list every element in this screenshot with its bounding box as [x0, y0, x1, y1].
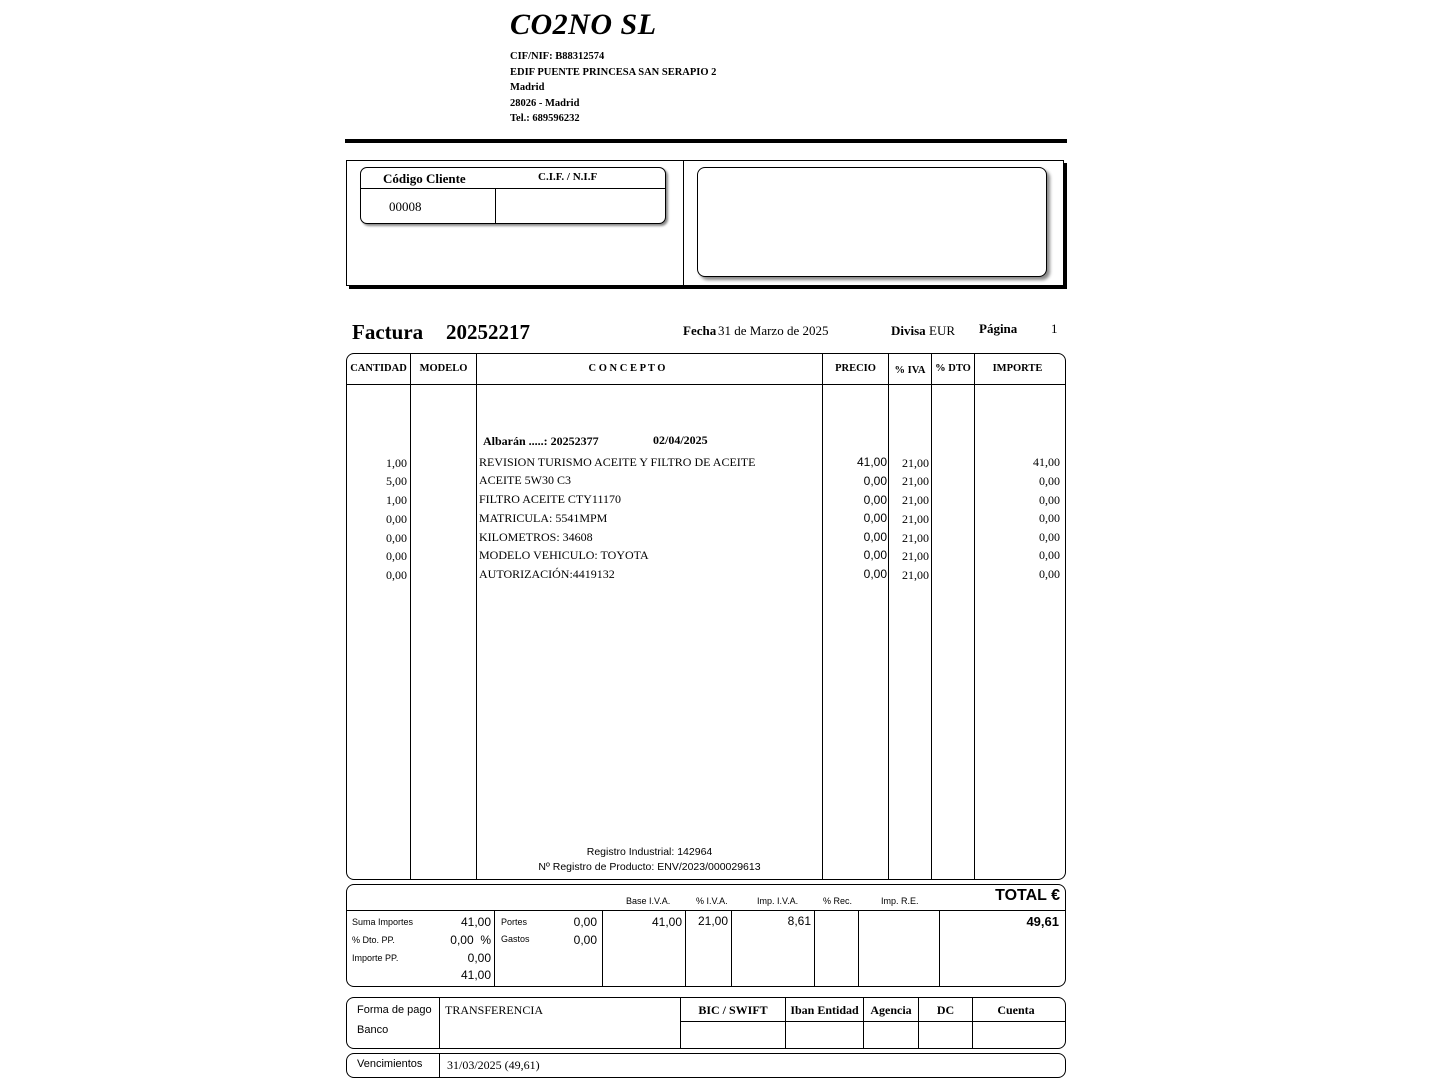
row-iva: 21,00 — [902, 549, 929, 563]
pct-rec-label: % Rec. — [823, 896, 853, 906]
client-code-value: 00008 — [389, 199, 422, 214]
iban-label: Iban Entidad — [790, 1003, 859, 1017]
row-cantidad: 0,00 — [386, 568, 407, 582]
row-iva: 21,00 — [902, 568, 929, 582]
currency-label: Divisa — [891, 323, 926, 338]
col-divider — [410, 354, 411, 879]
client-panel-divider — [683, 160, 684, 286]
forma-pago-label: Forma de pago — [357, 1004, 432, 1016]
row-importe: 0,00 — [1039, 548, 1060, 562]
registro-industrial: Registro Industrial: 142964 — [586, 846, 713, 858]
row-cantidad: 1,00 — [386, 456, 407, 470]
pct-iva-label: % I.V.A. — [696, 896, 728, 906]
col-divider — [974, 354, 975, 879]
banco-label: Banco — [357, 1024, 389, 1036]
subtotal-value: 41,00 — [460, 968, 491, 982]
row-precio: 41,00 — [856, 455, 887, 469]
imp-iva-value: 8,61 — [787, 914, 811, 928]
invoice-number: 20252217 — [446, 320, 530, 344]
row-iva: 21,00 — [902, 456, 929, 470]
dto-label: % Dto. PP. — [352, 935, 395, 945]
agencia-label: Agencia — [870, 1003, 912, 1017]
date-value: 31 de Marzo de 2025 — [718, 323, 829, 338]
row-importe: 0,00 — [1039, 511, 1060, 525]
company-postal: 28026 - Madrid — [510, 98, 580, 109]
row-iva: 21,00 — [902, 531, 929, 545]
row-cantidad: 0,00 — [386, 531, 407, 545]
client-address-box — [697, 167, 1047, 277]
header-cantidad: CANTIDAD — [350, 363, 407, 374]
suma-label: Suma Importes — [352, 917, 414, 927]
totals-header-rule — [347, 910, 1065, 911]
row-precio: 0,00 — [863, 567, 887, 581]
row-cantidad: 1,00 — [386, 493, 407, 507]
col-divider — [822, 354, 823, 879]
header-iva: % IVA — [894, 365, 926, 376]
header-divider — [345, 139, 1067, 143]
albaran-label: Albarán .....: 20252377 — [483, 434, 599, 448]
client-code-label: Código Cliente — [383, 171, 466, 186]
payment-divider — [439, 998, 440, 1048]
currency-value: EUR — [929, 323, 955, 338]
vencimientos-label: Vencimientos — [357, 1058, 423, 1070]
row-iva: 21,00 — [902, 493, 929, 507]
payment-rule — [681, 1021, 1065, 1022]
base-iva-label: Base I.V.A. — [626, 896, 671, 906]
date-label: Fecha — [683, 323, 717, 338]
client-code-rule — [361, 188, 665, 189]
company-city: Madrid — [510, 82, 545, 93]
albaran-date: 02/04/2025 — [653, 433, 708, 447]
company-address: EDIF PUENTE PRINCESA SAN SERAPIO 2 — [510, 67, 717, 78]
row-precio: 0,00 — [863, 548, 887, 562]
dc-label: DC — [936, 1003, 955, 1017]
row-importe: 41,00 — [1033, 455, 1060, 469]
row-precio: 0,00 — [863, 493, 887, 507]
company-name: CO2NO SL — [510, 8, 657, 41]
header-precio: PRECIO — [835, 363, 876, 374]
suma-value: 41,00 — [460, 915, 491, 929]
col-divider — [931, 354, 932, 879]
gastos-value: 0,00 — [573, 933, 597, 947]
row-importe: 0,00 — [1039, 530, 1060, 544]
col-divider — [476, 354, 477, 879]
totals-col-divider — [939, 911, 940, 986]
dto-value: 0,00 % — [450, 933, 491, 947]
totals-col-divider — [602, 911, 603, 986]
totals-col-divider — [814, 911, 815, 986]
company-phone: Tel.: 689596232 — [510, 113, 580, 124]
row-concepto: KILOMETROS: 34608 — [479, 530, 593, 544]
header-dto: % DTO — [935, 363, 971, 374]
gastos-label: Gastos — [501, 934, 530, 944]
imp-re-label: Imp. R.E. — [881, 896, 919, 906]
row-concepto: ACEITE 5W30 C3 — [479, 473, 571, 487]
imp-iva-label: Imp. I.V.A. — [757, 896, 799, 906]
base-iva-value: 41,00 — [651, 915, 682, 929]
row-concepto: FILTRO ACEITE CTY11170 — [479, 492, 622, 506]
totals-col-divider — [858, 911, 859, 986]
pct-iva-value: 21,00 — [697, 914, 728, 928]
row-cantidad: 5,00 — [386, 474, 407, 488]
client-cif-label: C.I.F. / N.I.F — [538, 171, 598, 183]
client-code-separator — [495, 189, 496, 224]
row-cantidad: 0,00 — [386, 549, 407, 563]
forma-pago-value: TRANSFERENCIA — [445, 1003, 544, 1017]
registro-producto: Nº Registro de Producto: ENV/2023/000029613 — [538, 861, 761, 873]
row-importe: 0,00 — [1039, 474, 1060, 488]
importe-pp-value: 0,00 — [467, 951, 491, 965]
row-precio: 0,00 — [863, 530, 887, 544]
col-divider — [888, 354, 889, 879]
header-concepto: C O N C E P T O — [588, 363, 666, 374]
row-concepto: AUTORIZACIÓN:4419132 — [479, 567, 615, 581]
row-precio: 0,00 — [863, 474, 887, 488]
company-cif: CIF/NIF: B88312574 — [510, 51, 605, 62]
vencimientos-value: 31/03/2025 (49,61) — [447, 1058, 540, 1072]
importe-pp-label: Importe PP. — [352, 953, 399, 963]
portes-value: 0,00 — [573, 915, 597, 929]
total-value: 49,61 — [1026, 914, 1059, 929]
totals-col-divider — [494, 911, 495, 986]
totals-col-divider — [685, 911, 686, 986]
table-header-rule — [347, 384, 1065, 385]
row-iva: 21,00 — [902, 474, 929, 488]
row-precio: 0,00 — [863, 511, 887, 525]
totals-col-divider — [731, 911, 732, 986]
row-cantidad: 0,00 — [386, 512, 407, 526]
header-importe: IMPORTE — [992, 363, 1043, 374]
cuenta-label: Cuenta — [997, 1003, 1035, 1017]
row-concepto: REVISION TURISMO ACEITE Y FILTRO DE ACEITE — [479, 455, 756, 469]
bic-label: BIC / SWIFT — [698, 1003, 768, 1017]
row-concepto: MODELO VEHICULO: TOYOTA — [479, 548, 649, 562]
total-label: TOTAL € — [995, 887, 1060, 904]
row-iva: 21,00 — [902, 512, 929, 526]
invoice-title: Factura — [352, 320, 424, 344]
header-modelo: MODELO — [419, 363, 468, 374]
page-label: Página — [979, 321, 1018, 336]
portes-label: Portes — [501, 917, 528, 927]
row-concepto: MATRICULA: 5541MPM — [479, 511, 608, 525]
page-value: 1 — [1051, 321, 1058, 336]
row-importe: 0,00 — [1039, 493, 1060, 507]
row-importe: 0,00 — [1039, 567, 1060, 581]
vencimientos-divider — [439, 1054, 440, 1077]
